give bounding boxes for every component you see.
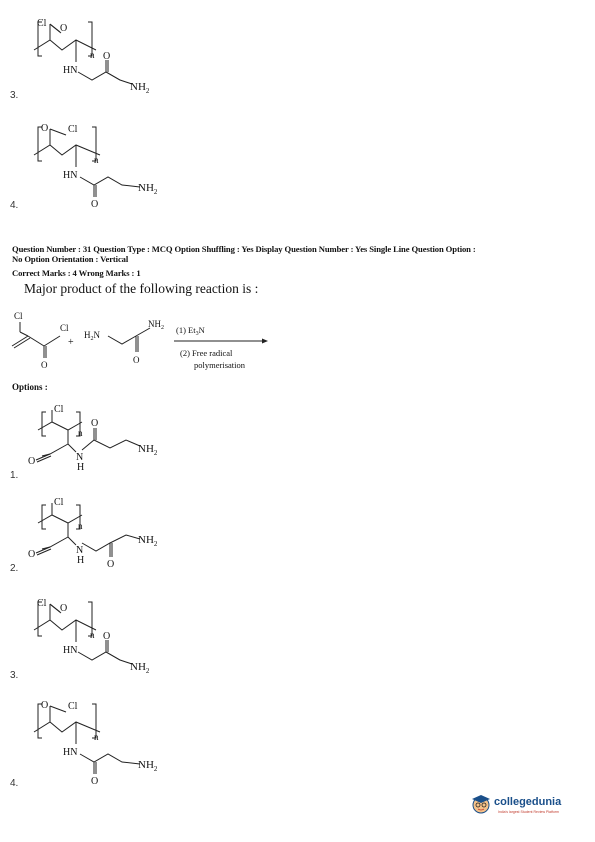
polymer-structure-4b xyxy=(20,692,180,787)
graduate-face-icon xyxy=(470,793,492,815)
polymer-structure-3b xyxy=(20,590,180,680)
o-label: O xyxy=(28,456,36,467)
h-label: H xyxy=(77,462,85,473)
top-structure-3 xyxy=(20,10,180,100)
hn-label: HN xyxy=(63,747,78,758)
o2-label: O xyxy=(91,776,99,787)
nh-label: N xyxy=(76,452,84,463)
question-text: Major product of the following reaction is : xyxy=(24,281,259,296)
option-number: 3. xyxy=(10,90,19,101)
cl-label: Cl xyxy=(54,404,64,415)
question-meta-line3: Correct Marks : 4 Wrong Marks : 1 xyxy=(12,268,141,278)
nh2-label: $NH_2$ xyxy=(138,759,158,773)
cl-label: Cl xyxy=(54,497,64,508)
arrow-head-icon xyxy=(262,339,268,344)
reactant1-cl-top: Cl xyxy=(14,311,23,321)
hn-label: HN xyxy=(63,170,78,181)
reaction-svg xyxy=(8,300,278,375)
nh2-label: $NH_2$ xyxy=(130,661,150,675)
o-label: O xyxy=(41,700,49,711)
nh-label: N xyxy=(76,545,84,556)
n-label: n xyxy=(78,428,83,438)
option-2-structure[interactable] xyxy=(22,493,192,573)
reactant2-h2n: $H_2N$ xyxy=(84,330,100,342)
reaction-step1: (1) $Et_3N$ xyxy=(176,325,205,337)
cl-label: Cl xyxy=(37,18,47,29)
logo-tagline: India's largest Student Review Platform xyxy=(498,810,559,814)
option-4-structure[interactable] xyxy=(20,692,180,787)
o2-label: O xyxy=(91,199,99,210)
option-number: 4. xyxy=(10,778,19,789)
o2-label: O xyxy=(107,559,115,570)
o-label: O xyxy=(41,123,49,134)
n-label: n xyxy=(78,521,83,531)
polymer-structure-4 xyxy=(20,115,180,210)
nh2-label: $NH_2$ xyxy=(138,443,158,457)
cl-label: Cl xyxy=(37,598,47,609)
o2-label: O xyxy=(103,51,111,62)
nh2-label: $NH_2$ xyxy=(138,182,158,196)
plus-sign: + xyxy=(68,337,74,348)
option-number: 4. xyxy=(10,200,19,211)
o2-label: O xyxy=(91,418,99,429)
top-structure-4 xyxy=(20,115,180,210)
o-label: O xyxy=(60,603,68,614)
question-meta-line1: Question Number : 31 Question Type : MCQ Option Shuffling : Yes Display Question Number : Yes Single Line Question Option : xyxy=(12,244,476,254)
option-3-structure[interactable] xyxy=(20,590,180,680)
option-number: 1. xyxy=(10,470,19,481)
o-label: O xyxy=(28,549,36,560)
polymer-structure-2 xyxy=(22,493,192,573)
reactant2-o: O xyxy=(133,355,140,365)
hn-label: HN xyxy=(63,645,78,656)
polymer-structure-1 xyxy=(22,400,192,480)
option-number: 2. xyxy=(10,563,19,574)
options-label: Options : xyxy=(12,382,48,392)
reactant1-o: O xyxy=(41,360,48,370)
hn-label: HN xyxy=(63,65,78,76)
polymer-structure-3 xyxy=(20,10,180,100)
n-label: n xyxy=(94,155,99,165)
reaction-step2b: polymerisation xyxy=(194,360,245,370)
cl-label: Cl xyxy=(68,701,78,712)
n-label: n xyxy=(94,732,99,742)
h-label: H xyxy=(77,555,85,566)
option-1-structure[interactable] xyxy=(22,400,192,480)
nh2-label: $NH_2$ xyxy=(138,534,158,548)
logo-name: collegedunia xyxy=(494,796,562,808)
reaction-scheme xyxy=(8,300,278,375)
option-number: 3. xyxy=(10,670,19,681)
question-meta-line2: No Option Orientation : Vertical xyxy=(12,254,129,264)
n-label: n xyxy=(90,630,95,640)
n-label: n xyxy=(90,50,95,60)
o-label: O xyxy=(60,23,68,34)
o2-label: O xyxy=(103,631,111,642)
reactant1-cl-acyl: Cl xyxy=(60,323,69,333)
reactant2-nh2: $NH_2$ xyxy=(148,319,164,331)
nh2-label: $NH_2$ xyxy=(130,81,150,95)
reaction-step2: (2) Free radical xyxy=(180,348,233,358)
cl-label: Cl xyxy=(68,124,78,135)
collegedunia-logo[interactable] xyxy=(470,793,590,819)
